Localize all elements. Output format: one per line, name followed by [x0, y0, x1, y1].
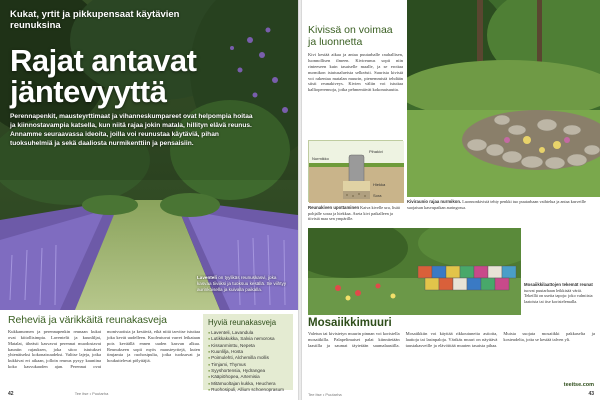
plant-list-item: ● Timjami, Thymus — [208, 362, 288, 368]
article-headline: Rajat antavat jäntevyyttä — [10, 43, 197, 109]
diagram-label-pihakivi: Pihakivi — [369, 149, 383, 154]
plant-list-item: ● Lutikkakukka, Salvia nemorosa — [208, 336, 288, 342]
stone-section-body: Kivi kestää aikaa ja antaa puutarhalle rauhallisen, luonnollisen ilmeen. Kivireunus sopii niin rinteeseen kuin tasaiselle maalle, ja se erottaa nurmikon istutusalueista selkeästi. Suurista kivistä voi rakentaa matalan muurin, pienemmistä tehdään siisti reunakiveys. Kivien väliin voi istuttaa kallioperennoja, jotka pehmentävät kokonaisuutta. — [308, 52, 403, 93]
brand-logo: teeitse.com — [563, 382, 594, 388]
sidebox-title: Hyviä reunakasveja — [208, 318, 277, 327]
diagram-label-hiekka: Hiekka — [373, 182, 386, 187]
mosaic-caption-bold: Mosaiikkilaattojen tekemät reunat — [524, 282, 593, 287]
left-section — [8, 314, 200, 370]
stone-caption-bold: Kiviraunio rajaa nurmikon. — [407, 199, 462, 204]
plant-list-sidebox — [203, 314, 293, 390]
plant-list-item: ● Kissanminttu, Nepeta — [208, 343, 288, 349]
stone-photo-caption — [407, 199, 597, 210]
section-title-reunakasveja: Reheviä ja värikkäitä reunakasveja — [8, 314, 167, 326]
diagram-label-nurmikko: Nurmikko — [312, 156, 329, 161]
article-lead: Perennapenkit, mausteyrttimaat ja vihanneskumpareet ovat helpompia hoitaa ja kiinnostavampia katsella, kun niitä rajaa jokin matala, hillityn elävä reunus. Annamme seuraavassa ideoita, joilla voi reunustaa käytäviä, pihan tuoksuhelmiä ja sekä daaliosta nurmikenttiin ja pensaisiin. — [10, 113, 253, 147]
caption-bold: Laventeli — [197, 275, 217, 280]
diagram-caption — [308, 205, 403, 222]
right-page — [302, 0, 600, 400]
plant-list — [208, 330, 288, 393]
stone-garden-photo — [407, 0, 600, 197]
stone-intro — [308, 24, 403, 93]
plant-list-item: ● Mitämuoltajan kukka, Heuchera — [208, 381, 288, 387]
footer-text-right: Tee itse • Puutarha — [308, 392, 342, 397]
plant-list-item: ● Laventeli, Lavandula — [208, 330, 288, 336]
mosaic-section-title: Mosaiikkimuuri — [308, 317, 392, 329]
stone-section-title: Kivissä on voimaa ja luonnetta — [308, 24, 393, 49]
stone-caption-text: Luonnonkivistä tehty penkki tuo puutarhaan vaihtelua ja antaa kasveille suojaisan kasvupaikan auringossa. — [407, 199, 586, 210]
footer-text-left: Tee itse • Puutarha — [74, 391, 109, 396]
section-body: Kukkanurmen ja perennapenkin reunaan kukat ovat kiitollisimpia. Laventelit ja kuunliljat, Matalat, tiheästi kasvavat perennat muodostavat kauniin rajauksen, joka sitoo istutukset yhtenäiseksi kokonaisuudeksi. Valitse lajeja, jotka kukkivat eri aikaan, jolloin reunus pysyy kauniina koko kasvukauden ajan. Perennat ovat monivuotisia ja kestäviä, eikä niitä tarvitse istuttaa joka kevät uudelleen. Kuoleutuvat varret leikataan pois keväällä ennen uuden kasvun alkua. Reunukseen sopii myös mausteyrttejä, kuten timjamia ja ruohosipulia, jotka tuoksuvat ja houkuttelevat pölyttäjiä. — [8, 329, 200, 370]
plant-list-item: ● Kääpiöhopea, Artemisia — [208, 374, 288, 380]
diagram-label-sora: Sora — [373, 193, 382, 198]
right-footer — [308, 392, 342, 397]
page-number-left: 42 — [8, 391, 14, 397]
article-kicker: Kukat, yrtit ja pikkupensaat käytävien reunuksina — [10, 9, 180, 31]
plant-list-item: ● Kuunlilja, Hosta — [208, 349, 288, 355]
plant-list-item: ● Syyshortensia, Hydrangea — [208, 368, 288, 374]
mosaic-section-body: Valetun tai kivistetyn muurin pinnan voi koristella mosaiikilla. Palapelimaiset palat kiinnitetään laastilla ja saumat täytetään saumalaastilla. Mosaiikkiin voi käyttää rikkoutuneita astioita, laattoja tai lasinpaloja. Värikäs muuri on näyttävä taustakasveille ja elävöittää muuten tasaista pihaa. Muista suojata mosaiikki pakkaselta ja kosteudelta, jotta se kestää talven yli. — [308, 331, 595, 348]
left-page — [0, 0, 298, 400]
plant-list-item: ● Poimulehti, Alchemilla mollis — [208, 355, 288, 361]
left-footer — [8, 391, 108, 397]
plant-list-item: ● Ruohosipuli, Allium schoenoprasum — [208, 387, 288, 393]
caption-text: on tyylikäs reunuskasvi, joka kasvaa tiiviiksi ja tuoksuu kesällä. Se viihtyy aurinkoisella ja kuivalla paikalla. — [197, 275, 287, 292]
right-page-number — [588, 391, 594, 397]
mosaic-caption-text: tuovat puutarhaan leikkisää väriä. Tekeillä on useita tapoja: joko valmiista laatoista tai itse koristelemalla. — [524, 287, 593, 304]
mosaic-photo-caption — [524, 282, 596, 304]
mosaic-garden-photo — [308, 228, 521, 315]
diagram-caption-text: Kaiva kivelle ura, lisää pohjalle soraa ja hiekkaa. Aseta kivi paikalleen ja tiivistä maa sen ympärille. — [308, 205, 400, 222]
edging-stone-diagram — [308, 140, 403, 202]
lavender-photo-caption — [197, 275, 289, 293]
page-number-right: 43 — [588, 391, 594, 397]
diagram-caption-bold: Reunakiven upottaminen — [308, 205, 360, 210]
